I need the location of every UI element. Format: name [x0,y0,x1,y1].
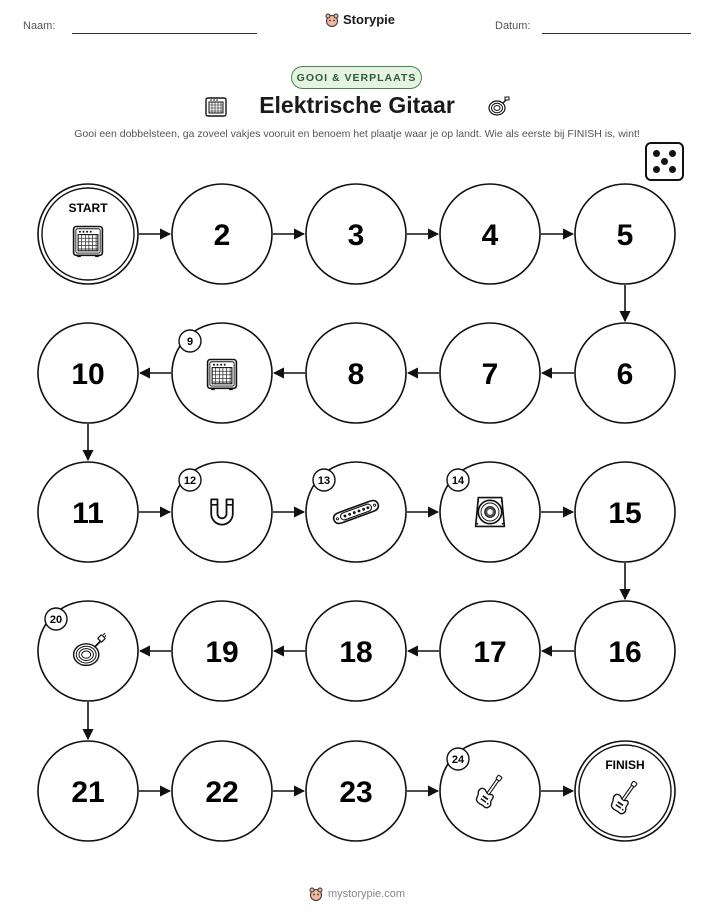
cell-number: 10 [71,358,105,391]
board-cell-11[interactable] [38,462,138,562]
start-label: START [68,201,108,215]
cell-number: 8 [347,358,365,391]
speaker-icon [476,498,505,527]
cell-tag-number: 13 [317,475,331,487]
cell-number: 11 [72,497,104,530]
board-cell-5[interactable] [575,184,675,284]
date-label: Datum: [495,20,531,32]
cell-tag-number: 12 [183,475,197,487]
name-label: Naam: [23,20,56,32]
board-cell-22[interactable] [172,741,272,841]
board-cell-1[interactable] [38,184,138,284]
cell-tag-number: 20 [49,614,63,626]
board-cell-7[interactable] [440,323,540,423]
cell-number: 23 [339,776,373,809]
board-cell-8[interactable] [306,323,406,423]
board-cell-9[interactable] [172,323,272,423]
storypie-logo-icon [309,887,323,901]
board-cell-15[interactable] [575,462,675,562]
board-cell-3[interactable] [306,184,406,284]
cell-tag-number: 14 [451,475,465,487]
board-cell-17[interactable] [440,601,540,701]
cell-number: 15 [608,497,642,530]
cell-number: 2 [213,219,231,252]
cell-number: 22 [205,776,239,809]
cell-number: 16 [608,636,642,669]
board-cell-18[interactable] [306,601,406,701]
board-cell-10[interactable] [38,323,138,423]
cell-circle [575,741,675,841]
board-cell-25[interactable] [575,741,675,841]
cell-number: 4 [481,219,499,252]
board-cell-24[interactable] [440,741,540,841]
cell-tag-number: 24 [451,754,465,766]
page-title: Elektrische Gitaar [259,92,455,118]
cell-tag-number: 9 [186,336,194,348]
cell-number: 6 [616,358,634,391]
brand-name: Storypie [343,12,396,27]
board-cell-23[interactable] [306,741,406,841]
cell-number: 5 [616,219,634,252]
board-cell-12[interactable] [172,462,272,562]
activity-badge: GOOI & VERPLAATS [291,66,422,89]
board-cell-13[interactable] [306,462,406,562]
board-cell-4[interactable] [440,184,540,284]
board-cell-21[interactable] [38,741,138,841]
amplifier-icon [208,360,237,391]
board-cell-2[interactable] [172,184,272,284]
cell-number: 19 [205,636,239,669]
board-cell-16[interactable] [575,601,675,701]
board-cell-19[interactable] [172,601,272,701]
cell-number: 21 [71,776,105,809]
footer-url[interactable]: mystorypie.com [327,888,406,900]
board-cell-20[interactable] [38,601,138,701]
cell-number: 7 [481,358,499,391]
cell-number: 17 [473,636,507,669]
cell-number: 3 [347,219,365,252]
finish-label: FINISH [605,758,645,772]
board-cell-14[interactable] [440,462,540,562]
footer [0,887,714,901]
amplifier-icon [74,227,103,258]
instructions: Gooi een dobbelsteen, ga zoveel vakjes vooruit en benoem het plaatje waar je op landt. Wie als eerste bij FINISH is, wint! [74,128,640,140]
board-cell-6[interactable] [575,323,675,423]
cell-number: 18 [339,636,373,669]
